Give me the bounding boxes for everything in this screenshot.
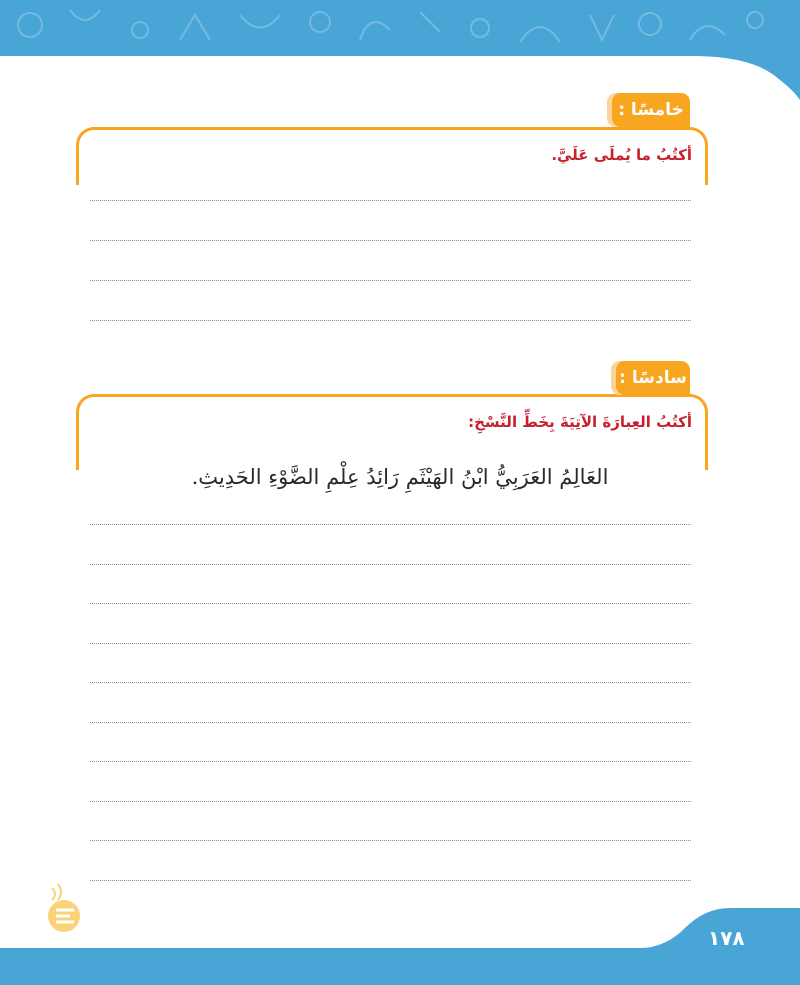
writing-line [90,682,691,683]
frame-fade [74,185,82,215]
bottom-banner [0,900,800,985]
writing-line [90,280,691,281]
model-sentence: العَالِمُ العَرَبِيُّ ابْنُ الهَيْثَمِ رَائِدُ عِلْمِ الضَّوْءِ الحَدِيثِ. [191,465,609,489]
writing-line [90,880,691,881]
section-5-frame [76,127,708,207]
frame-fade [74,470,82,500]
section-6-heading: سادسًا : [616,361,690,395]
page-number: ١٧٨ [708,926,745,950]
writing-line [90,524,691,525]
section-5-instruction: أكتُبُ ما يُملَى عَلَيَّ. [551,146,692,164]
writing-line [90,564,691,565]
top-banner [0,0,800,100]
writing-line [90,722,691,723]
writing-line [90,200,691,201]
writing-line [90,761,691,762]
frame-fade [703,470,711,500]
section-6-instruction: أكتُبُ العِبارَةَ الآتِيَةَ بِخَطِّ النَّسْخِ: [468,413,692,431]
section-5-heading: خامسًا : [612,93,690,127]
writing-line [90,240,691,241]
writing-line [90,840,691,841]
writing-line [90,643,691,644]
frame-fade [703,185,711,215]
writing-line [90,603,691,604]
writing-line [90,320,691,321]
writing-line [90,801,691,802]
